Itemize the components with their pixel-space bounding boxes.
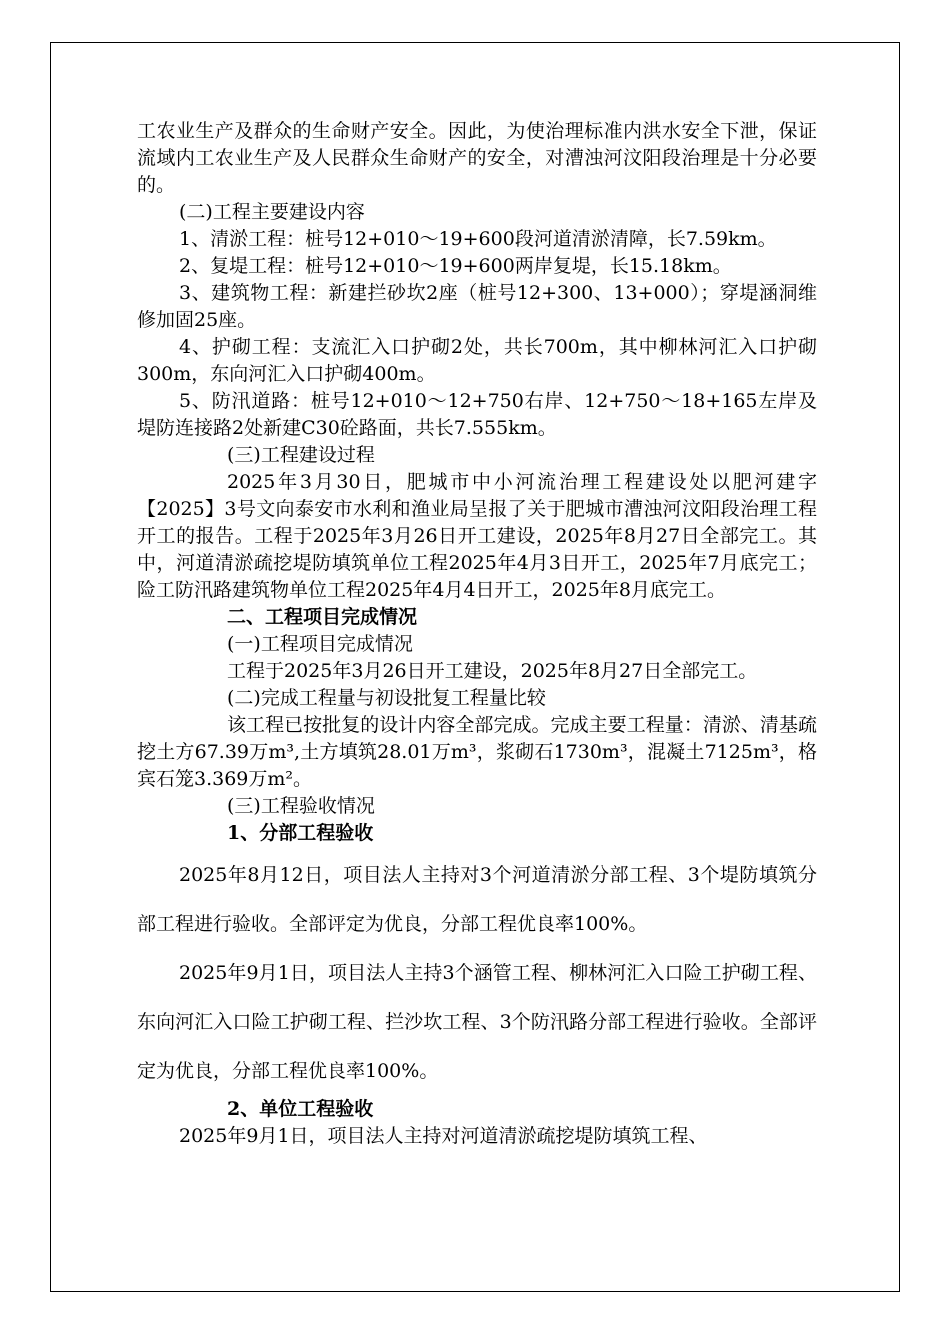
item-revetment-works: 4、护砌工程：支流汇入口护砌2处，共长700m，其中柳林河汇入口护砌300m，东向河汇入口护砌400m。 [137, 336, 817, 385]
paragraph-completion-status: 工程于2025年3月26日开工建设，2025年8月27日全部完工。 [227, 660, 758, 682]
item-flood-roads: 5、防汛道路：桩号12+010～12+750右岸、12+750～18+165左岸及堤防连接路2处新建C30砼路面，共长7.555km。 [137, 390, 817, 439]
paragraph-acceptance-aug12: 2025年8月12日，项目法人主持对3个河道清淤分部工程、3个堤防填筑分部工程进行验收。全部评定为优良，分部工程优良率100%。 [137, 864, 817, 935]
item-structure-works: 3、建筑物工程：新建拦砂坎2座（桩号12+300、13+000）；穿堤涵洞维修加固25座。 [137, 282, 817, 331]
item-dredging-works: 1、清淤工程：桩号12+010～19+600段河道清淤清障，长7.59km。 [179, 228, 777, 250]
document-body [137, 118, 817, 1150]
paragraph-acceptance-sep1: 2025年9月1日，项目法人主持3个涵管工程、柳林河汇入口险工护砌工程、东向河汇入口险工护砌工程、拦沙坎工程、3个防汛路分部工程进行验收。全部评定为优良，分部工程优良率100%。 [137, 962, 817, 1082]
subheading-unit-project-acceptance: 2、单位工程验收 [227, 1098, 374, 1120]
paragraph-intro-necessity: 工农业生产及群众的生命财产安全。因此，为使治理标准内洪水安全下泄，保证流域内工农业生产及人民群众生命财产的安全，对漕浊河汶阳段治理是十分必要的。 [137, 120, 817, 196]
paragraph-unit-acceptance: 2025年9月1日，项目法人主持对河道清淤疏挖堤防填筑工程、 [179, 1125, 708, 1147]
section-heading-construction-process: (三)工程建设过程 [227, 444, 375, 466]
subheading-sub-project-acceptance: 1、分部工程验收 [227, 822, 374, 844]
paragraph-quantity-comparison: 该工程已按批复的设计内容全部完成。完成主要工程量：清淤、清基疏挖土方67.39万m³,土方填筑28.01万m³，浆砌石1730m³，混凝土7125m³，格宾石笼3.369万m²。 [137, 714, 817, 790]
chapter-heading-completion: 二、工程项目完成情况 [227, 606, 418, 628]
section-heading-acceptance: (三)工程验收情况 [227, 795, 375, 817]
item-levee-restoration: 2、复堤工程：桩号12+010～19+600两岸复堤，长15.18km。 [179, 255, 732, 277]
section-heading-quantity-comparison: (二)完成工程量与初设批复工程量比较 [227, 687, 546, 709]
section-heading-completion-status: (一)工程项目完成情况 [227, 633, 413, 655]
paragraph-construction-process: 2025年3月30日，肥城市中小河流治理工程建设处以肥河建字【2025】3号文向泰安市水利和渔业局呈报了关于肥城市漕浊河汶阳段治理工程开工的报告。工程于2025年3月26日开工建设，2025年8月27日全部完工。其中，河道清淤疏挖堤防填筑单位工程2025年4月3日开工，2025年7月底完工；险工防汛路建筑物单位工程2025年4月4日开工，2025年8月底完工。 [137, 471, 817, 601]
section-heading-main-content: (二)工程主要建设内容 [179, 201, 365, 223]
